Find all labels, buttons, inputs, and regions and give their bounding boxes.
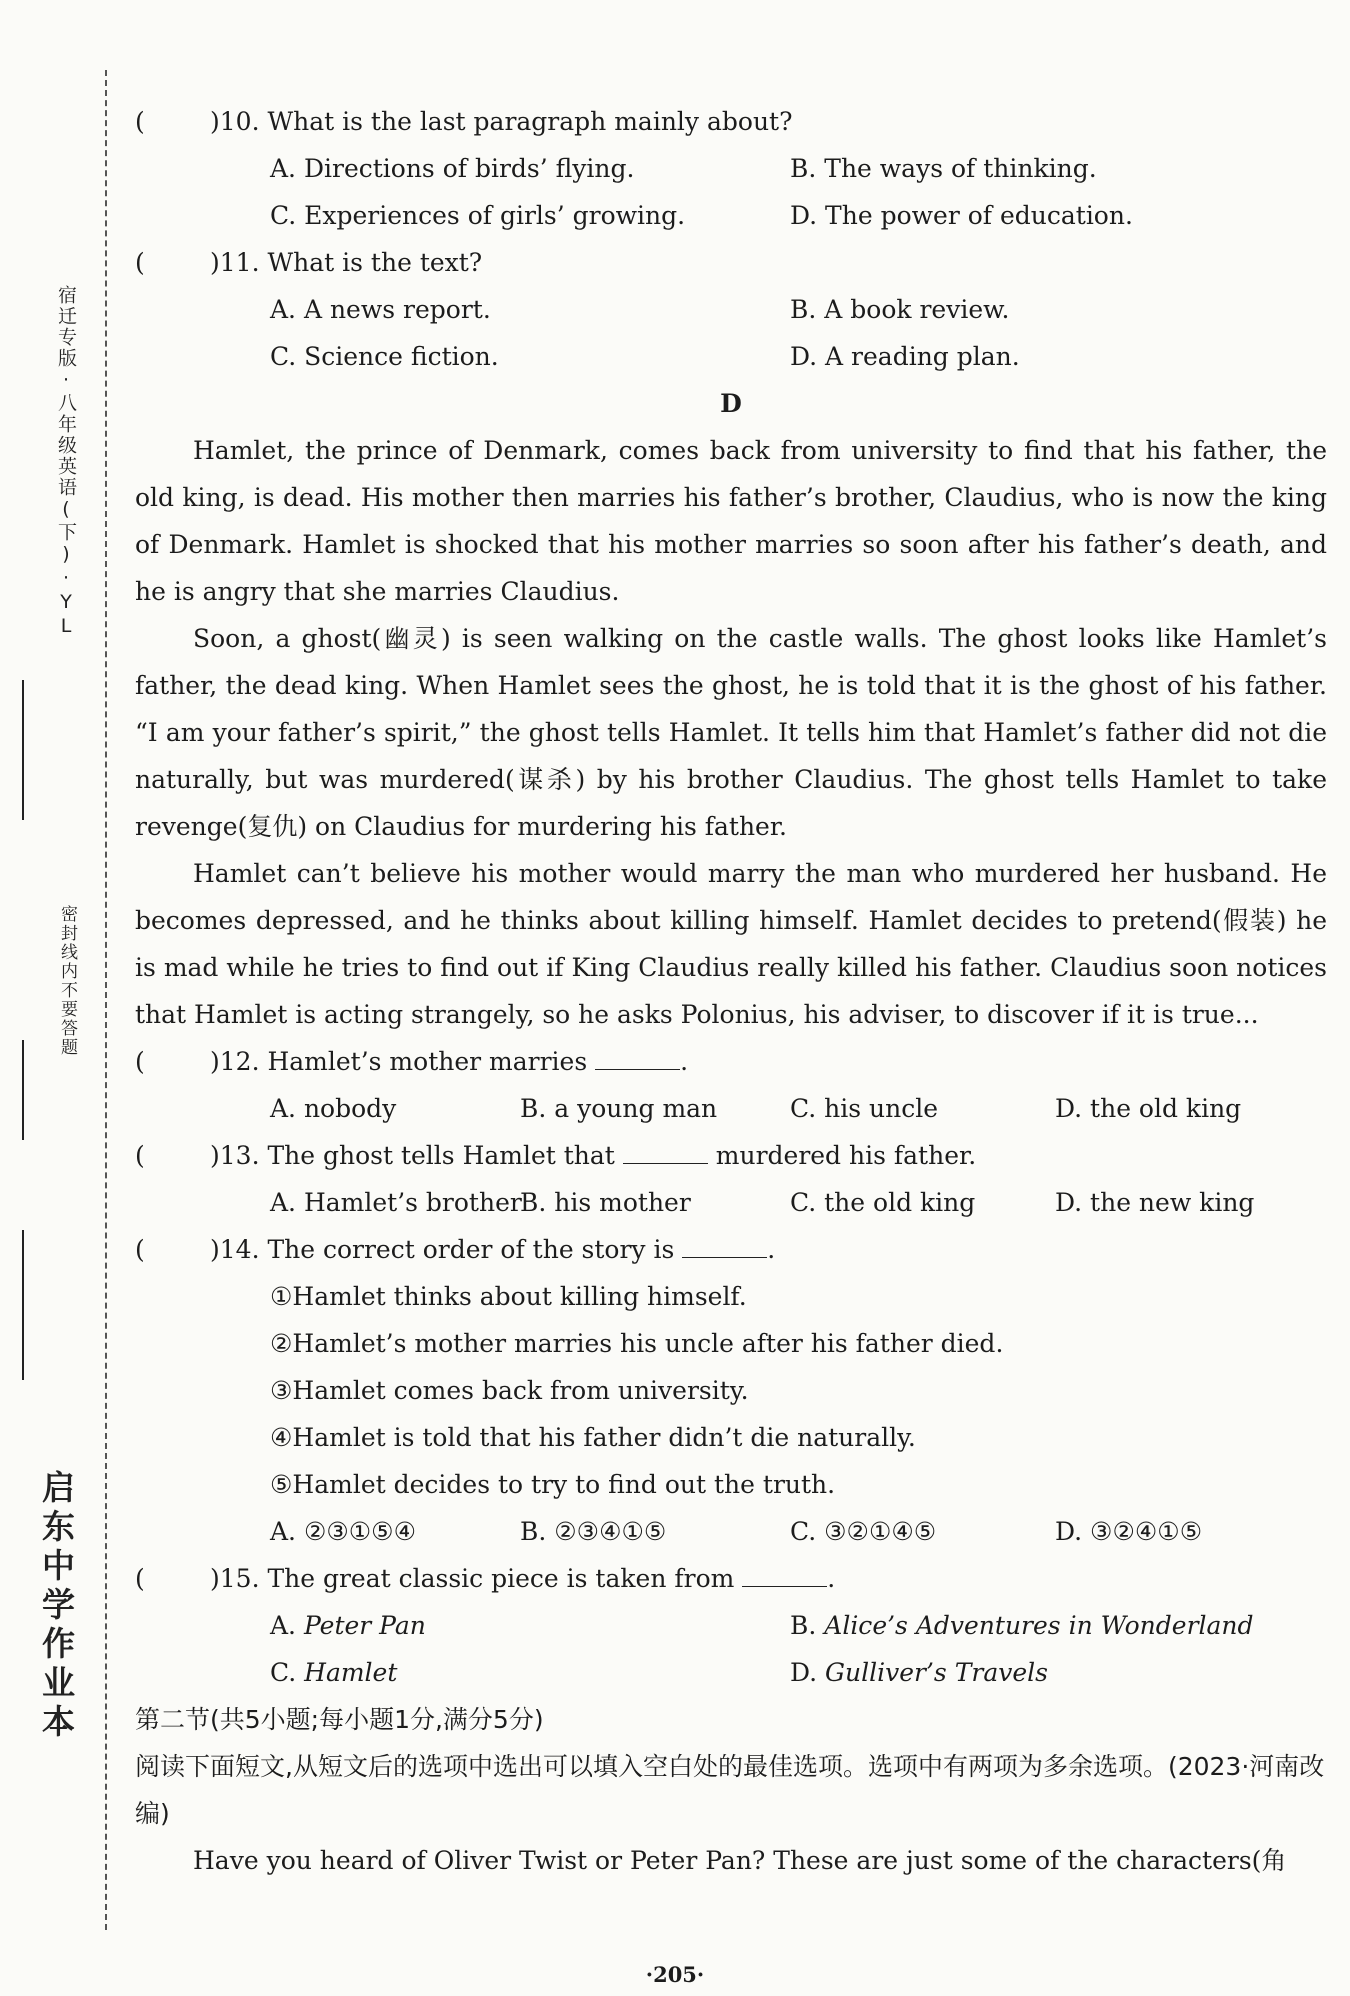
option-d[interactable]: D. A reading plan. (790, 342, 1020, 371)
question-11 (135, 239, 1327, 286)
question-text (210, 1555, 835, 1602)
question-text (210, 1038, 688, 1085)
binding-line-segment (22, 1040, 24, 1140)
book-title: Alice’s Adventures in Wonderland (824, 1611, 1254, 1640)
question-text-before: )12. Hamlet’s mother marries (210, 1047, 596, 1076)
book-title: Hamlet (304, 1658, 398, 1687)
story-event (135, 1320, 1327, 1367)
question-text-after: . (767, 1235, 776, 1264)
question-13 (135, 1132, 1327, 1179)
question-text-before: )13. The ghost tells Hamlet that (210, 1141, 623, 1170)
question-14 (135, 1226, 1327, 1273)
binding-margin (0, 0, 120, 1996)
story-event-text: ⑤Hamlet decides to try to find out the truth. (270, 1470, 836, 1499)
option-c[interactable]: C. his uncle (790, 1094, 938, 1123)
question-text: )10. What is the last paragraph mainly about? (210, 107, 793, 136)
option-a[interactable]: A. Directions of birds’ flying. (270, 154, 635, 183)
option-c[interactable]: C. Experiences of girls’ growing. (270, 201, 686, 230)
question-text (210, 1132, 976, 1179)
question-text (210, 1226, 775, 1273)
story-event (135, 1273, 1327, 1320)
answer-blank[interactable] (595, 1049, 680, 1070)
answer-bracket[interactable]: ( (135, 1564, 145, 1593)
options-row (135, 192, 1327, 239)
question-10 (135, 98, 1327, 145)
option-c[interactable] (270, 1649, 397, 1696)
passage-start: Have you heard of Oliver Twist or Peter Pan? These are just some of the characters(角 (193, 1846, 1287, 1875)
option-b[interactable]: B. ②③④①⑤ (520, 1517, 667, 1546)
question-text-after: . (827, 1564, 836, 1593)
option-a[interactable]: A. nobody (270, 1094, 397, 1123)
options-row (135, 145, 1327, 192)
passage-paragraph: Hamlet can’t believe his mother would marry the man who murdered her husband. He becomes depressed, and he thinks about killing himself. Hamlet decides to pretend(假装) he is mad while he tries to find out if King Claudius really killed his father. Claudius soon notices that Hamlet is acting strangely, so he asks Polonius, his adviser, to discover if it is true... (135, 859, 1327, 1029)
option-c[interactable]: C. Science fiction. (270, 342, 499, 371)
option-d[interactable]: D. The power of education. (790, 201, 1133, 230)
option-b[interactable]: B. The ways of thinking. (790, 154, 1097, 183)
answer-bracket[interactable]: ( (135, 248, 145, 277)
option-letter: D. (790, 1658, 826, 1687)
answer-blank[interactable] (623, 1143, 708, 1164)
question-text-before: )15. The great classic piece is taken from (210, 1564, 743, 1593)
option-b[interactable]: B. a young man (520, 1094, 718, 1123)
story-event (135, 1461, 1327, 1508)
book-title: Peter Pan (303, 1611, 426, 1640)
answer-bracket[interactable]: ( (135, 1047, 145, 1076)
question-text: )11. What is the text? (210, 248, 483, 277)
option-a[interactable]: A. A news report. (270, 295, 491, 324)
binding-line-segment (22, 680, 24, 820)
story-event-text: ②Hamlet’s mother marries his uncle after his father died. (270, 1329, 1004, 1358)
seal-dashed-line (105, 70, 107, 1930)
option-b[interactable] (790, 1602, 1254, 1649)
option-d[interactable]: D. the old king (1055, 1094, 1242, 1123)
option-d[interactable]: D. the new king (1055, 1188, 1255, 1217)
school-label: 启东中学作业本 (37, 1470, 76, 1743)
options-row (135, 1085, 1327, 1132)
section-heading: 第二节(共5小题;每小题1分,满分5分) (135, 1705, 544, 1734)
option-b[interactable]: B. A book review. (790, 295, 1010, 324)
options-row (135, 1179, 1327, 1226)
answer-blank[interactable] (682, 1237, 767, 1258)
option-letter: A. (270, 1611, 304, 1640)
option-c[interactable]: C. the old king (790, 1188, 976, 1217)
story-event (135, 1367, 1327, 1414)
options-row (135, 1508, 1327, 1555)
answer-bracket[interactable]: ( (135, 1235, 145, 1264)
page-number: ·205· (645, 1962, 705, 1987)
book-title: Gulliver’s Travels (825, 1658, 1048, 1687)
section-title: D (720, 389, 742, 418)
question-text-after: murdered his father. (707, 1141, 977, 1170)
option-letter: B. (790, 1611, 825, 1640)
binding-line-segment (22, 1230, 24, 1380)
page-content (135, 98, 1327, 1884)
question-15 (135, 1555, 1327, 1602)
options-row (135, 286, 1327, 333)
option-a[interactable] (270, 1602, 426, 1649)
option-a[interactable]: A. Hamlet’s brother (270, 1188, 522, 1217)
question-text-before: )14. The correct order of the story is (210, 1235, 683, 1264)
story-event-text: ①Hamlet thinks about killing himself. (270, 1282, 747, 1311)
series-label: 宿迁专版·八年级英语(下)·YL (55, 285, 77, 639)
passage-paragraph: Soon, a ghost(幽灵) is seen walking on the castle walls. The ghost looks like Hamlet’s father, the dead king. When Hamlet sees the ghost, he is told that it is the ghost of his father. “I am your father’s spirit,” the ghost tells Hamlet. It tells him that Hamlet’s father did not die naturally, but was murdered(谋杀) by his brother Claudius. The ghost tells Hamlet to take revenge(复仇) on Claudius for murdering his father. (135, 624, 1327, 841)
options-row (135, 1649, 1327, 1696)
story-event-text: ④Hamlet is told that his father didn’t die naturally. (270, 1423, 916, 1452)
story-event (135, 1414, 1327, 1461)
option-a[interactable]: A. ②③①⑤④ (270, 1517, 417, 1546)
option-d[interactable] (790, 1649, 1048, 1696)
option-letter: C. (270, 1658, 305, 1687)
answer-bracket[interactable]: ( (135, 107, 145, 136)
option-d[interactable]: D. ③②④①⑤ (1055, 1517, 1203, 1546)
story-event-text: ③Hamlet comes back from university. (270, 1376, 749, 1405)
options-row (135, 1602, 1327, 1649)
seal-line-notice: 密封线内不要答题 (57, 905, 77, 1057)
answer-bracket[interactable]: ( (135, 1141, 145, 1170)
options-row (135, 333, 1327, 380)
option-b[interactable]: B. his mother (520, 1188, 691, 1217)
section-instruction: 阅读下面短文,从短文后的选项中选出可以填入空白处的最佳选项。选项中有两项为多余选项。(2023·河南改编) (135, 1752, 1325, 1828)
passage-paragraph: Hamlet, the prince of Denmark, comes back from university to find that his father, the old king, is dead. His mother then marries his father’s brother, Claudius, who is now the king of Denmark. Hamlet is shocked that his mother marries so soon after his father’s death, and he is angry that she marries Claudius. (135, 436, 1327, 606)
answer-blank[interactable] (742, 1566, 827, 1587)
question-text-after: . (680, 1047, 689, 1076)
question-12 (135, 1038, 1327, 1085)
option-c[interactable]: C. ③②①④⑤ (790, 1517, 937, 1546)
